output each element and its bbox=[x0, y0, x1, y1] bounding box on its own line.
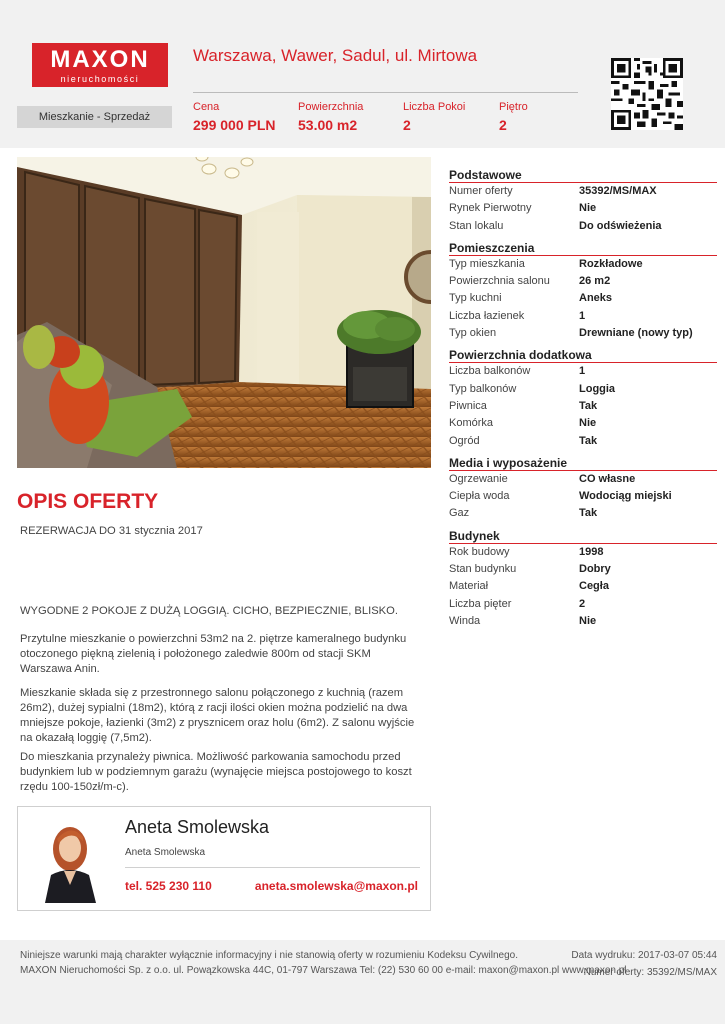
description-paragraph: Do mieszkania przynależy piwnica. Możliwość parkowania samochodu przed budynkiem lub w podziemnym garażu (wynajęcie miejsca postojowego to koszt rzędu 100-150zł/m-c). bbox=[20, 751, 412, 793]
agent-name: Aneta Smolewska bbox=[125, 817, 270, 837]
param-value: Rozkładowe bbox=[579, 257, 643, 270]
section-title: Podstawowe bbox=[449, 168, 717, 183]
param-value: Cegła bbox=[579, 580, 609, 593]
param-row bbox=[449, 218, 717, 235]
footer-company-info: MAXON Nieruchomości Sp. z o.o. ul. Powązkowska 44C, 01-797 Warszawa Tel: (22) 530 60 00 e-mail: maxon@maxon.pl www.maxon.pl bbox=[20, 965, 627, 976]
param-row bbox=[449, 505, 717, 522]
agent-email-link[interactable]: aneta.smolewska@maxon.pl bbox=[254, 879, 418, 893]
param-row bbox=[449, 398, 717, 415]
param-row bbox=[449, 471, 717, 488]
param-row bbox=[449, 183, 717, 200]
description-title: OPIS OFERTY bbox=[17, 490, 159, 513]
param-row bbox=[449, 325, 717, 342]
param-value: 35392/MS/MAX bbox=[579, 185, 657, 197]
param-row bbox=[449, 290, 717, 307]
param-value: Tak bbox=[579, 434, 598, 447]
param-value: Nie bbox=[579, 417, 597, 430]
maxon-logo[interactable] bbox=[32, 43, 168, 87]
param-key: Numer oferty bbox=[449, 185, 513, 197]
param-value: Wodociąg miejski bbox=[579, 490, 672, 503]
param-value: 1 bbox=[579, 365, 586, 378]
param-value: Nie bbox=[579, 202, 597, 215]
param-row bbox=[449, 613, 717, 630]
stat-value: 2 bbox=[403, 117, 411, 133]
description-paragraph: WYGODNE 2 POKOJE Z DUŻĄ LOGGIĄ. CICHO, BEZPIECZNIE, BLISKO. bbox=[20, 605, 398, 617]
param-row bbox=[449, 273, 717, 290]
param-key: Stan lokalu bbox=[449, 219, 504, 232]
agent-card bbox=[17, 806, 431, 911]
section-building bbox=[449, 529, 717, 630]
param-row bbox=[449, 544, 717, 561]
stat-floor bbox=[499, 101, 528, 133]
param-value: Aneks bbox=[579, 292, 613, 305]
description-paragraph: Mieszkanie składa się z przestronnego salonu połączonego z kuchnią (razem 26m2), dużej sypialni (18m2), którą z racji ilości okien można podzielić na dwa mniejsze pokoje, łazienki (3m2) z prysznicem oraz holu (6m2). Z salonu wyjście na okazałą loggię (7,5m2). bbox=[20, 687, 415, 744]
param-key: Materiał bbox=[449, 580, 489, 593]
param-value: Tak bbox=[579, 399, 598, 412]
param-key: Winda bbox=[449, 614, 481, 627]
param-value: Nie bbox=[579, 614, 597, 627]
agent-subtitle: Aneta Smolewska bbox=[125, 847, 206, 858]
param-key: Ciepła woda bbox=[449, 490, 510, 503]
param-row bbox=[449, 200, 717, 217]
param-value: 1998 bbox=[579, 545, 604, 558]
offer-parameters bbox=[449, 168, 717, 636]
param-key: Powierzchnia salonu bbox=[449, 275, 550, 288]
param-value: Do odświeżenia bbox=[579, 219, 662, 232]
stat-label: Powierzchnia bbox=[298, 101, 364, 113]
section-extra-area bbox=[449, 348, 717, 449]
section-media bbox=[449, 456, 717, 523]
param-value: 2 bbox=[579, 597, 586, 610]
stat-price bbox=[193, 101, 276, 133]
logo-brand: MAXON bbox=[50, 46, 150, 73]
param-row bbox=[449, 363, 717, 380]
param-key: Typ balkonów bbox=[449, 382, 517, 395]
section-title: Media i wyposażenie bbox=[449, 456, 717, 471]
qr-code-icon[interactable] bbox=[611, 58, 683, 130]
param-row bbox=[449, 596, 717, 613]
stat-rooms bbox=[403, 101, 465, 133]
param-key: Liczba łazienek bbox=[449, 309, 525, 322]
param-key: Stan budynku bbox=[449, 563, 517, 576]
agent-divider bbox=[125, 867, 420, 868]
property-address: Warszawa, Wawer, Sadul, ul. Mirtowa bbox=[193, 46, 478, 65]
param-row bbox=[449, 381, 717, 398]
apartment-photo[interactable] bbox=[17, 157, 431, 468]
description-paragraph: Przytulne mieszkanie o powierzchni 53m2 na 2. piętrze kameralnego budynku otoczonego piękną zielenią i położonego zaledwie 800m od stacji SKM Warszawa Anin. bbox=[20, 633, 407, 675]
param-value: 1 bbox=[579, 309, 586, 322]
offer-type-badge: Mieszkanie - Sprzedaż bbox=[17, 106, 172, 128]
section-title: Pomieszczenia bbox=[449, 241, 717, 256]
section-rooms bbox=[449, 241, 717, 342]
param-row bbox=[449, 433, 717, 450]
param-key: Liczba balkonów bbox=[449, 365, 531, 378]
stat-value: 299 000 PLN bbox=[193, 117, 276, 133]
stat-value: 53.00 m2 bbox=[298, 117, 358, 133]
param-value: Tak bbox=[579, 507, 598, 520]
agent-avatar bbox=[41, 815, 100, 903]
param-row bbox=[449, 561, 717, 578]
param-key: Rok budowy bbox=[449, 545, 510, 558]
footer-offer-number: Numer oferty: 35392/MS/MAX bbox=[583, 967, 717, 978]
param-key: Piwnica bbox=[449, 399, 487, 412]
section-basic bbox=[449, 168, 717, 235]
param-row bbox=[449, 256, 717, 273]
footer bbox=[0, 940, 725, 1024]
param-value: CO własne bbox=[579, 472, 636, 485]
section-title: Budynek bbox=[449, 529, 717, 544]
logo-subtitle: nieruchomości bbox=[60, 74, 140, 84]
param-value: 26 m2 bbox=[579, 275, 611, 288]
stat-area bbox=[298, 101, 363, 133]
param-row bbox=[449, 488, 717, 505]
stat-label: Liczba Pokoi bbox=[403, 101, 466, 113]
stat-label: Cena bbox=[193, 101, 220, 113]
param-key: Liczba pięter bbox=[449, 597, 512, 610]
param-key: Komórka bbox=[449, 417, 494, 430]
param-key: Typ mieszkania bbox=[449, 257, 525, 270]
stat-value: 2 bbox=[499, 117, 507, 133]
param-key: Rynek Pierwotny bbox=[449, 202, 532, 215]
param-value: Drewniane (nowy typ) bbox=[579, 327, 693, 340]
param-value: Loggia bbox=[579, 382, 616, 395]
param-key: Typ kuchni bbox=[449, 292, 502, 305]
param-key: Typ okien bbox=[449, 327, 497, 340]
agent-phone-link[interactable]: tel. 525 230 110 bbox=[125, 879, 212, 893]
address-divider bbox=[193, 92, 578, 93]
param-row bbox=[449, 415, 717, 432]
param-row bbox=[449, 578, 717, 595]
section-title: Powierzchnia dodatkowa bbox=[449, 348, 717, 363]
param-key: Ogród bbox=[449, 434, 480, 447]
description-reservation: REZERWACJA DO 31 stycznia 2017 bbox=[20, 525, 203, 537]
stat-label: Piętro bbox=[499, 101, 528, 113]
param-key: Gaz bbox=[449, 507, 470, 520]
footer-print-date: Data wydruku: 2017-03-07 05:44 bbox=[571, 950, 717, 961]
header-band bbox=[0, 0, 725, 148]
param-value: Dobry bbox=[579, 563, 611, 576]
param-row bbox=[449, 308, 717, 325]
param-key: Ogrzewanie bbox=[449, 472, 508, 485]
footer-disclaimer: Niniejsze warunki mają charakter wyłącznie informacyjny i nie stanowią oferty w rozumieniu Kodeksu Cywilnego. bbox=[20, 950, 518, 961]
